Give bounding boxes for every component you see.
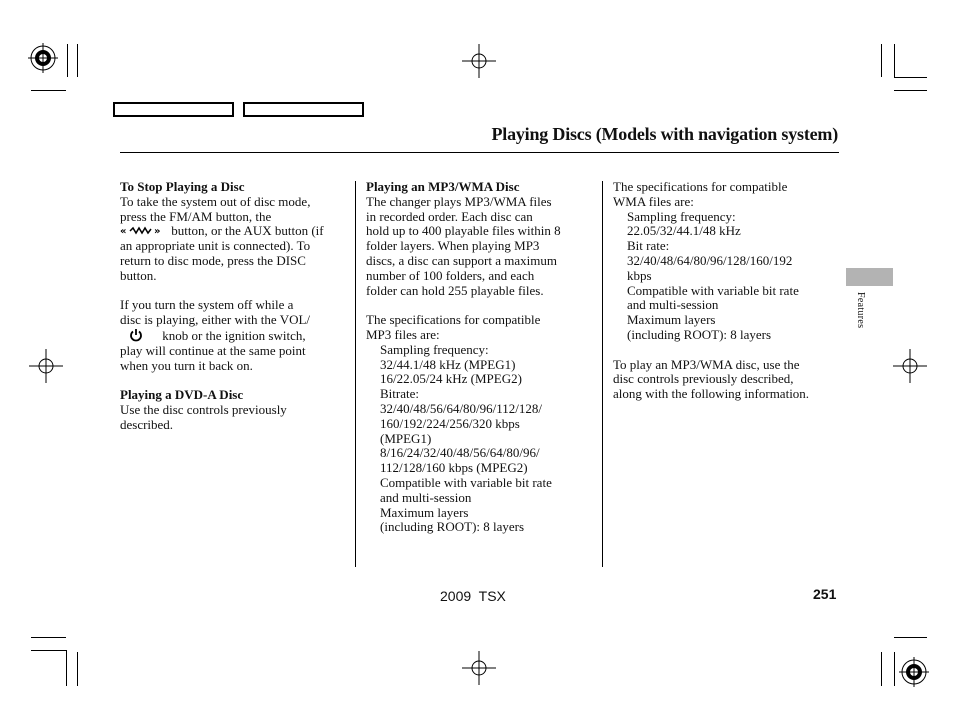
- body-text-line: [366, 284, 594, 299]
- line-text: Maximum layers: [627, 312, 716, 328]
- body-text-line: [613, 195, 841, 210]
- spec-line: [613, 284, 841, 299]
- line-text: play will continue at the same point: [120, 342, 306, 358]
- power-icon: [120, 328, 159, 343]
- section-side-label: Features: [855, 292, 866, 329]
- body-text-line: [613, 387, 841, 402]
- spec-line: [366, 491, 594, 506]
- spec-line: [366, 461, 594, 476]
- line-text: Bit rate:: [627, 238, 670, 254]
- line-text: To Stop Playing a Disc: [120, 179, 245, 194]
- line-text: To play an MP3/WMA disc, use the: [613, 356, 800, 372]
- spec-line: [366, 520, 594, 535]
- line-text: The specifications for compatible: [366, 312, 541, 328]
- line-text: press the FM/AM button, the: [120, 208, 272, 224]
- body-text-line: [120, 210, 348, 225]
- body-text-line: [120, 298, 348, 313]
- body-text-line: [120, 254, 348, 269]
- line-text: Sampling frequency:: [627, 208, 736, 224]
- body-text-line: [120, 313, 348, 328]
- spec-line: [366, 387, 594, 402]
- title-rule: [120, 152, 839, 153]
- line-text: button.: [120, 267, 157, 283]
- line-text: MP3 files are:: [366, 326, 440, 342]
- footer-model: 2009 TSX: [440, 588, 506, 604]
- spec-line: [613, 210, 841, 225]
- column-divider: [355, 181, 356, 567]
- body-text-line: [120, 269, 348, 284]
- line-text: knob or the ignition switch,: [159, 327, 306, 343]
- spec-line: [613, 239, 841, 254]
- line-text: return to disc mode, press the DISC: [120, 252, 306, 268]
- registration-target-icon: [28, 43, 58, 73]
- body-text-line: [120, 239, 348, 254]
- line-text: The specifications for compatible: [613, 179, 788, 194]
- line-text: an appropriate unit is connected). To: [120, 238, 311, 254]
- crosshair-icon: [462, 44, 496, 78]
- header-tab-box: [113, 102, 234, 117]
- body-text-line: [366, 269, 594, 284]
- spec-line: [366, 358, 594, 373]
- line-text: 8/16/24/32/40/48/56/64/80/96/: [380, 445, 540, 461]
- line-text: 32/40/48/56/64/80/96/112/128/: [380, 400, 543, 416]
- body-text-line: [120, 359, 348, 374]
- spec-line: [613, 224, 841, 239]
- spec-line: [366, 417, 594, 432]
- line-text: Bitrate:: [380, 386, 419, 402]
- spec-line: [613, 328, 841, 343]
- svg-text:»: »: [154, 226, 161, 237]
- crosshair-icon: [462, 651, 496, 685]
- body-text-line: [366, 224, 594, 239]
- line-text: kbps: [627, 267, 652, 283]
- line-text: Playing an MP3/WMA Disc: [366, 179, 520, 194]
- column-middle: [366, 180, 594, 535]
- line-text: The changer plays MP3/WMA files: [366, 193, 552, 209]
- line-text: discs, a disc can support a maximum: [366, 252, 557, 268]
- body-text-line: [120, 328, 348, 344]
- section-side-tab: [846, 268, 893, 286]
- body-text-line: [613, 180, 841, 195]
- body-text-line: [366, 210, 594, 225]
- spec-line: [613, 254, 841, 269]
- paragraph-gap: [613, 343, 841, 358]
- line-text: when you turn it back on.: [120, 357, 253, 373]
- crosshair-icon: [29, 349, 63, 383]
- column-right: [613, 180, 841, 402]
- page-title: Playing Discs (Models with navigation system): [491, 124, 838, 144]
- line-text: 32/40/48/64/80/96/128/160/192: [627, 252, 793, 268]
- crosshair-icon: [893, 349, 927, 383]
- line-text: disc controls previously described,: [613, 371, 794, 387]
- body-text-line: [613, 358, 841, 373]
- spec-line: [366, 372, 594, 387]
- section-heading: [366, 180, 594, 195]
- line-text: folder layers. When playing MP3: [366, 238, 540, 254]
- line-text: To take the system out of disc mode,: [120, 193, 311, 209]
- body-text-line: [120, 224, 348, 239]
- section-heading: [120, 180, 348, 195]
- line-text: number of 100 folders, and each: [366, 267, 535, 283]
- section-heading: [120, 388, 348, 403]
- body-text-line: [366, 239, 594, 254]
- column-divider: [602, 181, 603, 567]
- page-number: 251: [813, 586, 837, 602]
- body-text-line: [120, 403, 348, 418]
- spec-line: [613, 298, 841, 313]
- line-text: 22.05/32/44.1/48 kHz: [627, 223, 741, 239]
- line-text: Compatible with variable bit rate: [627, 282, 799, 298]
- registration-target-icon: [899, 657, 929, 687]
- spec-line: [366, 432, 594, 447]
- line-text: Sampling frequency:: [380, 341, 489, 357]
- spec-line: [613, 269, 841, 284]
- line-text: (including ROOT): 8 layers: [627, 326, 772, 342]
- line-text: button, or the AUX button (if: [168, 223, 324, 239]
- paragraph-gap: [120, 284, 348, 299]
- body-text-line: [366, 195, 594, 210]
- line-text: and multi-session: [380, 489, 472, 505]
- body-text-line: [366, 328, 594, 343]
- media-scan-icon: [120, 223, 168, 238]
- body-text-line: [120, 344, 348, 359]
- spec-line: [613, 313, 841, 328]
- line-text: folder can hold 255 playable files.: [366, 282, 544, 298]
- spec-line: [366, 446, 594, 461]
- spec-line: [366, 402, 594, 417]
- spec-line: [366, 476, 594, 491]
- line-text: 16/22.05/24 kHz (MPEG2): [380, 371, 522, 387]
- line-text: Maximum layers: [380, 504, 469, 520]
- paragraph-gap: [366, 298, 594, 313]
- line-text: 160/192/224/256/320 kbps: [380, 415, 520, 431]
- body-text-line: [366, 313, 594, 328]
- paragraph-gap: [120, 373, 348, 388]
- line-text: along with the following information.: [613, 386, 810, 402]
- line-text: hold up to 400 playable files within 8: [366, 223, 561, 239]
- line-text: 32/44.1/48 kHz (MPEG1): [380, 356, 516, 372]
- spec-line: [366, 343, 594, 358]
- column-left: [120, 180, 348, 433]
- body-text-line: [120, 195, 348, 210]
- body-text-line: [120, 418, 348, 433]
- line-text: (including ROOT): 8 layers: [380, 519, 525, 535]
- body-text-line: [366, 254, 594, 269]
- line-text: Use the disc controls previously: [120, 401, 287, 417]
- line-text: disc is playing, either with the VOL/: [120, 312, 311, 328]
- body-text-line: [613, 372, 841, 387]
- line-text: Compatible with variable bit rate: [380, 474, 552, 490]
- line-text: described.: [120, 416, 174, 432]
- line-text: in recorded order. Each disc can: [366, 208, 533, 224]
- header-tab-box: [243, 102, 364, 117]
- svg-text:«: «: [120, 226, 127, 237]
- line-text: 112/128/160 kbps (MPEG2): [380, 460, 528, 476]
- line-text: If you turn the system off while a: [120, 297, 294, 313]
- line-text: (MPEG1): [380, 430, 432, 446]
- spec-line: [366, 506, 594, 521]
- line-text: and multi-session: [627, 297, 719, 313]
- line-text: Playing a DVD-A Disc: [120, 387, 244, 403]
- line-text: WMA files are:: [613, 193, 694, 209]
